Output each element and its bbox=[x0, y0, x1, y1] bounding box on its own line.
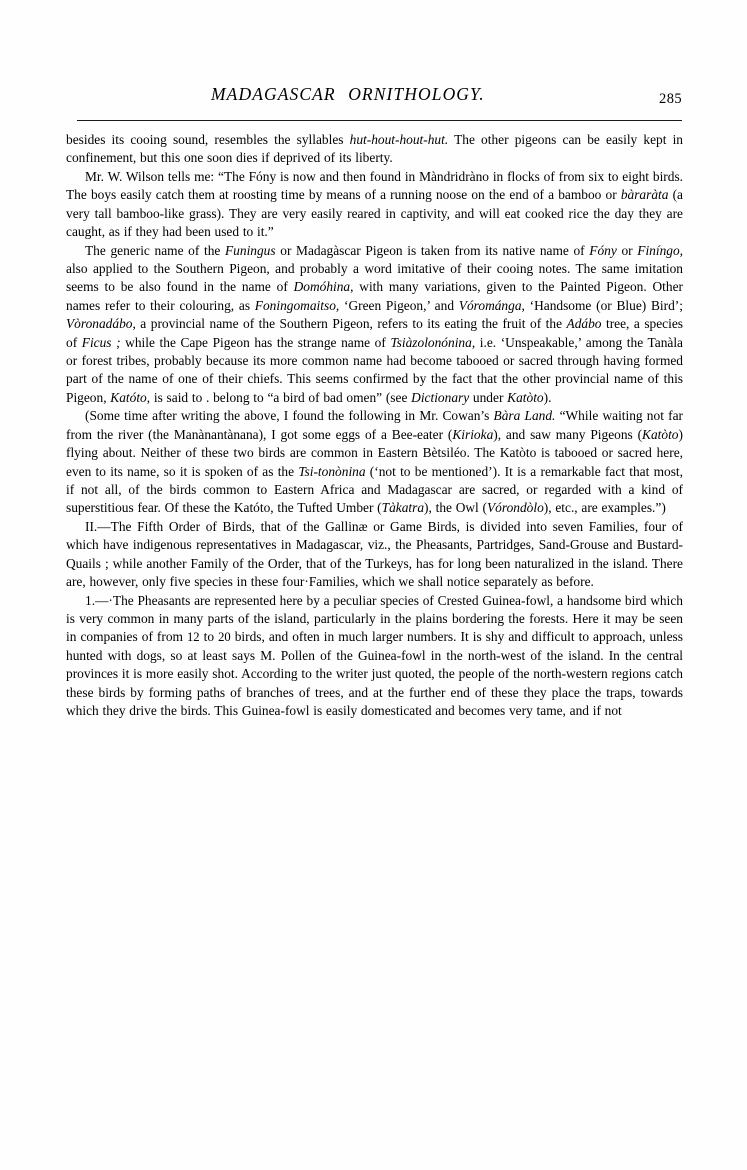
running-head-title: MADAGASCAR ORNITHOLOGY. bbox=[211, 84, 485, 104]
paragraph-p4-cowan-bara-land: (Some time after writing the above, I found the following in Mr. Cowan’s Bàra Land. “While waiting not far from the river (the Manànantànana), I got some eggs of a Bee-eater (Kirioka), and saw many Pigeons (Katòto) flying about. Neither of these two birds are common in Eastern Bètsiléo. The Katòto is tabooed or sacred here, even to its name, so it is spoken of as the Tsi-tonònina (‘not to be mentioned’). It is a remarkable fact that most, if not all, of the birds common to Eastern Africa and Madagascar are sacred, or regarded with a kind of superstitious fear. Of these the Katóto, the Tufted Umber (Tàkatra), the Owl (Vórondòlo), etc., are examples.”) bbox=[66, 408, 683, 516]
page-header bbox=[66, 84, 682, 120]
header-rule bbox=[77, 120, 682, 121]
page-number: 285 bbox=[659, 91, 682, 107]
paragraph-p2-wilson-fony: Mr. W. Wilson tells me: “The Fóny is now and then found in Màndridràno in flocks of from six to eight birds. The boys easily catch them at roosting time by means of a running noose on the end of a bamboo or bàraràta (a very tall bamboo-like grass). They are very easily reared in captivity, and will eat cooked rice the day they are caught, as if they had been used to it.” bbox=[66, 168, 683, 240]
paragraph-p5-fifth-order-gallinae: II.—The Fifth Order of Birds, that of the Gallinæ or Game Birds, is divided into seven Families, four of which have indigenous representatives in Madagascar, viz., the Pheasants, Partridges, Sand-Grouse and Bustard-Quails ; while another Family of the Order, that of the Turkeys, has for long been naturalized in the island. There are, however, only five species in these four·Families, which we shall notice separately as before. bbox=[66, 518, 683, 590]
paragraph-p3-generic-name-funingus: The generic name of the Funingus or Madagàscar Pigeon is taken from its native name of Fóny or Finíngo, also applied to the Southern Pigeon, and probably a word imitative of their cooing notes. The same imitation seems to be also found in the name of Domóhina, with many variations, given to the Painted Pigeon. Other names refer to their colouring, as Foningomaitso, ‘Green Pigeon,’ and Vórománga, ‘Handsome (or Blue) Bird’; Vòronadábo, a provincial name of the Southern Pigeon, refers to its eating the fruit of the Adábo tree, a species of Ficus ; while the Cape Pigeon has the strange name of Tsiàzolonónina, i.e. ‘Unspeakable,’ among the Tanàla or forest tribes, probably because its more common name had become tabooed or sacred through having formed part of the name of one of their chiefs. This seems confirmed by the fact that the other provincial name of this Pigeon, Katóto, is said to . belong to “a bird of bad omen” (see Dictionary under Katòto). bbox=[66, 242, 684, 405]
paragraph-p6-pheasants-guinea-fowl: 1.—·The Pheasants are represented here by a peculiar species of Crested Guinea-fowl, a handsome bird which is very common in many parts of the island, particularly in the plains bordering the forests. Here it may be seen in companies of from 12 to 20 birds, and often in much larger numbers. It is shy and difficult to approach, unless hunted with dogs, so at least says M. Pollen of the Guinea-fowl in the north-west of the island. In the central provinces it is more easily shot. According to the writer just quoted, the people of the north-western regions catch these birds by forming paths of branches of trees, and at the further end of these they place the traps, towards which they drive the birds. This Guinea-fowl is easily domesticated and becomes very tame, and if not bbox=[66, 592, 683, 719]
paragraph-p1-cooing-sound: besides its cooing sound, resembles the syllables hut-hout-hout-hut. The other pigeons can be easily kept in confinement, but this one soon dies if deprived of its liberty. bbox=[66, 132, 683, 166]
body-text-block bbox=[66, 131, 683, 721]
